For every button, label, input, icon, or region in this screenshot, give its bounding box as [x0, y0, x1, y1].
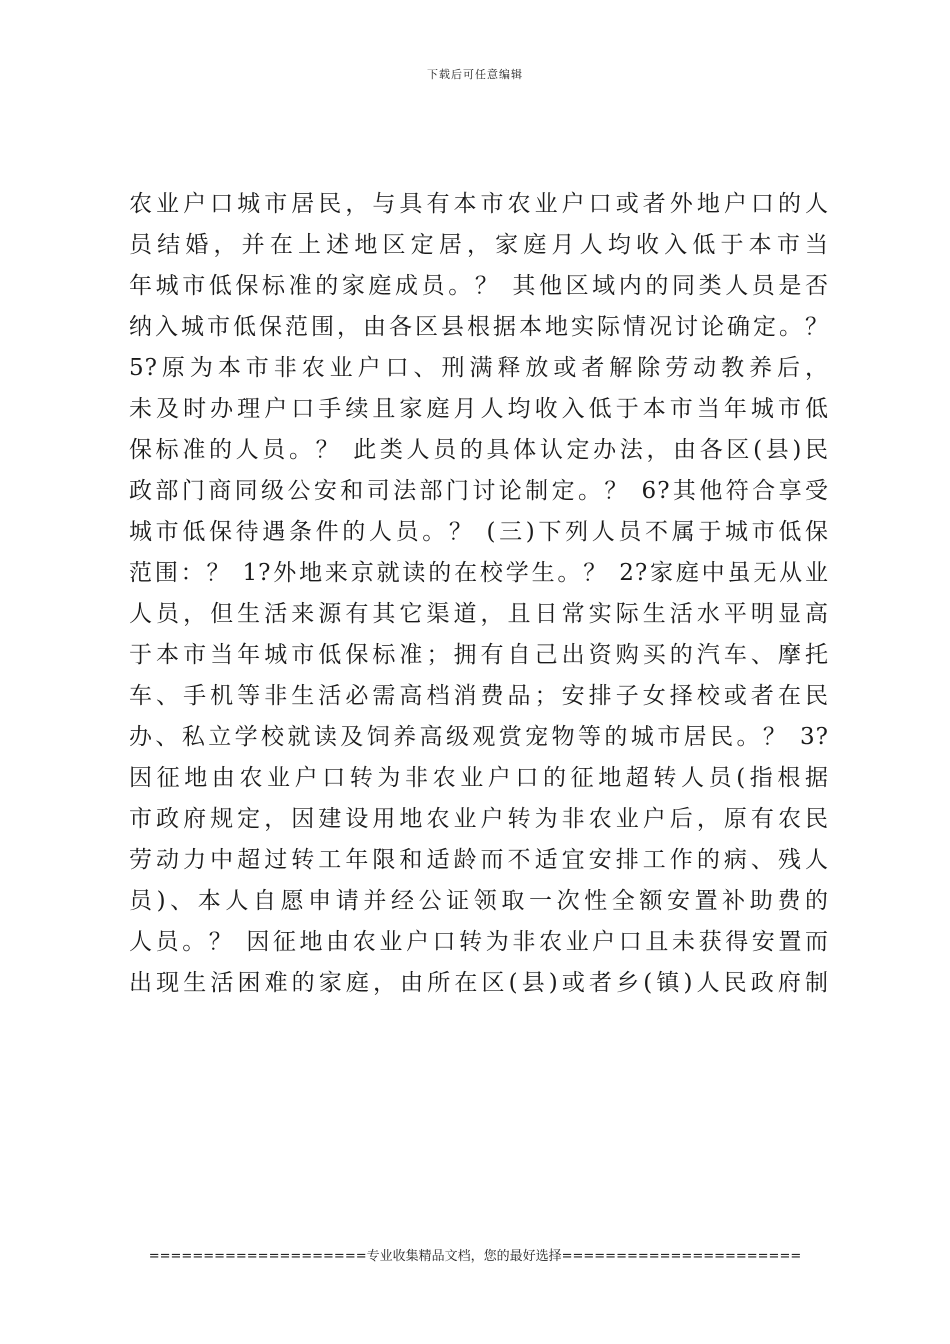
text-line: 车、手机等非生活必需高档消费品；安排子女择校或者在民 — [129, 683, 829, 709]
text-line: 人员。？ 因征地由农业户口转为非农业户口且未获得安置而 — [129, 929, 829, 955]
text-line: 人员，但生活来源有其它渠道，且日常实际生活水平明显高 — [129, 601, 829, 627]
page-footer: ====================专业收集精品文档，您的最好选择====================== — [148, 1249, 802, 1264]
text-line: 政部门商同级公安和司法部门讨论制定。？ 6?其他符合享受 — [129, 478, 829, 504]
text-line: 城市低保待遇条件的人员。？ (三)下列人员不属于城市低保 — [129, 519, 829, 545]
text-line: 劳动力中超过转工年限和适龄而不适宜安排工作的病、残人 — [129, 847, 829, 873]
text-line: 员)、本人自愿申请并经公证领取一次性全额安置补助费的 — [129, 888, 829, 914]
text-line: 纳入城市低保范围，由各区县根据本地实际情况讨论确定。？ — [129, 314, 829, 340]
text-line: 员结婚，并在上述地区定居，家庭月人均收入低于本市当 — [129, 232, 829, 258]
text-line: 市政府规定，因建设用地农业户转为非农业户后，原有农民 — [129, 806, 829, 832]
text-line: 范围：？ 1?外地来京就读的在校学生。？ 2?家庭中虽无从业 — [129, 560, 829, 586]
page-header: 下载后可任意编辑 — [427, 68, 523, 81]
text-line: 出现生活困难的家庭，由所在区(县)或者乡(镇)人民政府制 — [129, 970, 829, 996]
text-line: 保标准的人员。？ 此类人员的具体认定办法，由各区(县)民 — [129, 437, 829, 463]
document-body — [129, 184, 829, 1004]
text-line: 年城市低保标准的家庭成员。？ 其他区域内的同类人员是否 — [129, 273, 829, 299]
text-line: 于本市当年城市低保标准；拥有自己出资购买的汽车、摩托 — [129, 642, 829, 668]
text-line: 未及时办理户口手续且家庭月人均收入低于本市当年城市低 — [129, 396, 829, 422]
text-line: 农业户口城市居民，与具有本市农业户口或者外地户口的人 — [129, 191, 829, 217]
text-line: 办、私立学校就读及饲养高级观赏宠物等的城市居民。？ 3? — [129, 724, 829, 750]
text-line: 5?原为本市非农业户口、刑满释放或者解除劳动教养后， — [129, 355, 829, 381]
text-line: 因征地由农业户口转为非农业户口的征地超转人员(指根据 — [129, 765, 829, 791]
